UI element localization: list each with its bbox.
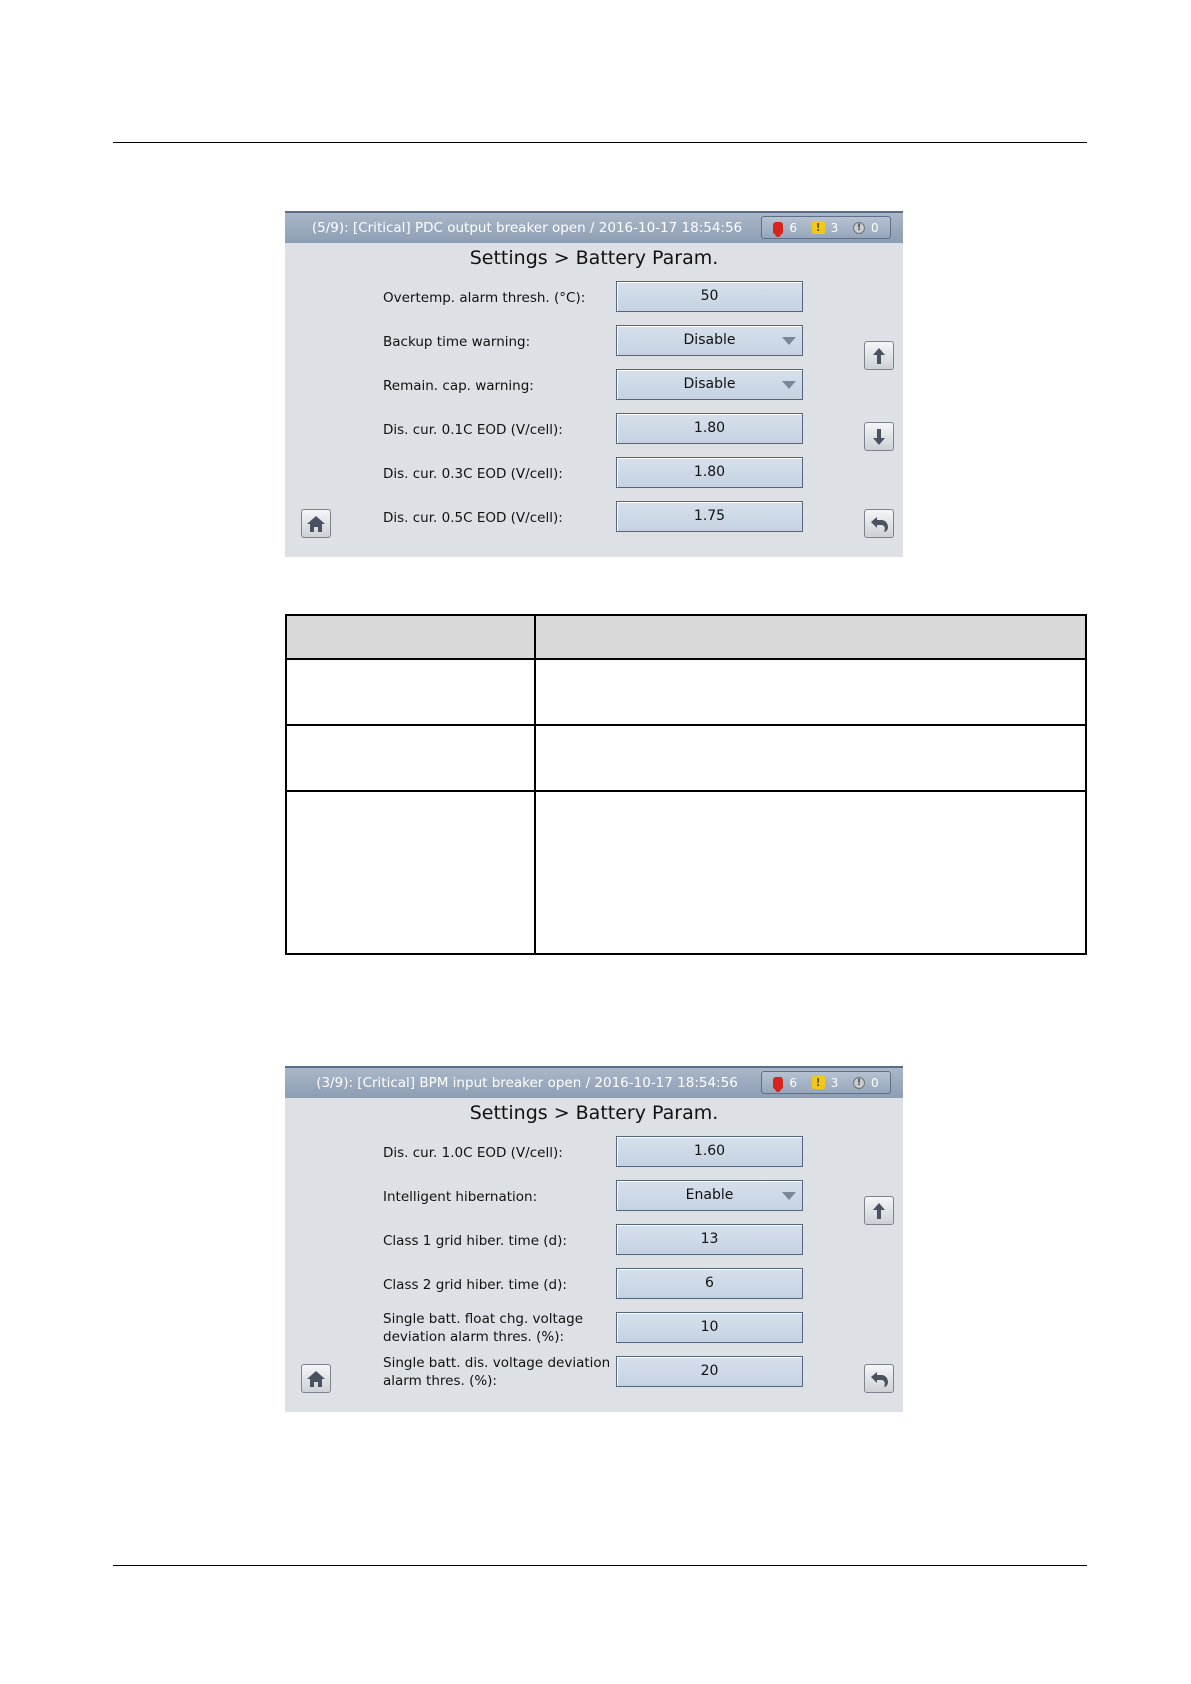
minor-alarm-count: 0 <box>871 220 879 235</box>
param-label: Overtemp. alarm thresh. (°C): <box>383 290 586 306</box>
arrow-up-icon <box>871 1202 887 1220</box>
class1-hiber-time-input[interactable]: 13 <box>616 1224 803 1255</box>
arrow-up-icon <box>871 347 887 365</box>
intelligent-hibernation-dropdown[interactable]: Enable <box>616 1180 803 1211</box>
home-icon <box>306 1370 326 1388</box>
battery-param-screen-2 <box>285 1066 903 1412</box>
chevron-down-icon <box>782 337 796 345</box>
screen-title: Settings > Battery Param. <box>469 247 719 269</box>
major-alarm-icon: ! <box>812 1076 825 1089</box>
alarm-status-text[interactable]: (5/9): [Critical] PDC output breaker open / 2016-10-17 18:54:56 <box>311 220 743 236</box>
header-rule <box>113 142 1087 143</box>
minor-alarm-icon: ! <box>853 1077 865 1089</box>
major-alarm-icon: ! <box>812 221 825 234</box>
critical-alarm-icon <box>773 1077 783 1089</box>
param-label: Backup time warning: <box>383 334 531 350</box>
scroll-up-button[interactable] <box>864 1196 894 1225</box>
alarm-counter[interactable] <box>761 1071 891 1094</box>
major-alarm-count: 3 <box>830 1075 839 1090</box>
table-row-divider <box>287 658 1085 660</box>
class2-hiber-time-input[interactable]: 6 <box>616 1268 803 1299</box>
eod-1-0c-input[interactable]: 1.60 <box>616 1136 803 1167</box>
table-row-divider <box>287 724 1085 726</box>
status-bar <box>285 1066 903 1098</box>
float-chg-deviation-input[interactable]: 10 <box>616 1312 803 1343</box>
param-label: Class 1 grid hiber. time (d): <box>383 1233 567 1249</box>
alarm-status-text[interactable]: (3/9): [Critical] BPM input breaker open / 2016-10-17 18:54:56 <box>316 1075 738 1091</box>
home-icon <box>306 515 326 533</box>
param-label: Dis. cur. 0.5C EOD (V/cell): <box>383 510 563 526</box>
remain-cap-warning-dropdown[interactable]: Disable <box>616 369 803 400</box>
scroll-down-button[interactable] <box>864 422 894 451</box>
minor-alarm-count: 0 <box>871 1075 879 1090</box>
back-icon <box>869 516 889 532</box>
critical-alarm-icon <box>773 222 783 234</box>
scroll-up-button[interactable] <box>864 341 894 370</box>
parameter-table <box>285 614 1087 955</box>
dis-voltage-deviation-input[interactable]: 20 <box>616 1356 803 1387</box>
table-row-divider <box>287 790 1085 792</box>
screen-title: Settings > Battery Param. <box>469 1102 719 1124</box>
status-bar <box>285 211 903 243</box>
param-label: Class 2 grid hiber. time (d): <box>383 1277 567 1293</box>
eod-0-5c-input[interactable]: 1.75 <box>616 501 803 532</box>
critical-alarm-count: 6 <box>789 1075 797 1090</box>
backup-time-warning-dropdown[interactable]: Disable <box>616 325 803 356</box>
table-header-row <box>287 616 1085 658</box>
back-icon <box>869 1371 889 1387</box>
eod-0-1c-input[interactable]: 1.80 <box>616 413 803 444</box>
home-button[interactable] <box>301 1364 331 1393</box>
minor-alarm-icon: ! <box>853 222 865 234</box>
param-label: Dis. cur. 1.0C EOD (V/cell): <box>383 1145 563 1161</box>
table-column-divider <box>534 616 536 953</box>
param-label: Dis. cur. 0.3C EOD (V/cell): <box>383 466 563 482</box>
arrow-down-icon <box>871 428 887 446</box>
chevron-down-icon <box>782 1192 796 1200</box>
home-button[interactable] <box>301 509 331 538</box>
major-alarm-count: 3 <box>830 220 839 235</box>
chevron-down-icon <box>782 381 796 389</box>
param-label: Remain. cap. warning: <box>383 378 534 394</box>
alarm-counter[interactable] <box>761 216 891 239</box>
footer-rule <box>113 1565 1087 1566</box>
param-label: Intelligent hibernation: <box>383 1189 538 1205</box>
battery-param-screen-1 <box>285 211 903 557</box>
back-button[interactable] <box>864 1364 894 1393</box>
back-button[interactable] <box>864 509 894 538</box>
param-label: Dis. cur. 0.1C EOD (V/cell): <box>383 422 563 438</box>
param-label: Single batt. dis. voltage deviation alarm thres. (%): <box>383 1355 611 1389</box>
eod-0-3c-input[interactable]: 1.80 <box>616 457 803 488</box>
param-label: Single batt. float chg. voltage deviation alarm thres. (%): <box>383 1311 583 1345</box>
overtemp-alarm-thresh-input[interactable]: 50 <box>616 281 803 312</box>
critical-alarm-count: 6 <box>789 220 797 235</box>
